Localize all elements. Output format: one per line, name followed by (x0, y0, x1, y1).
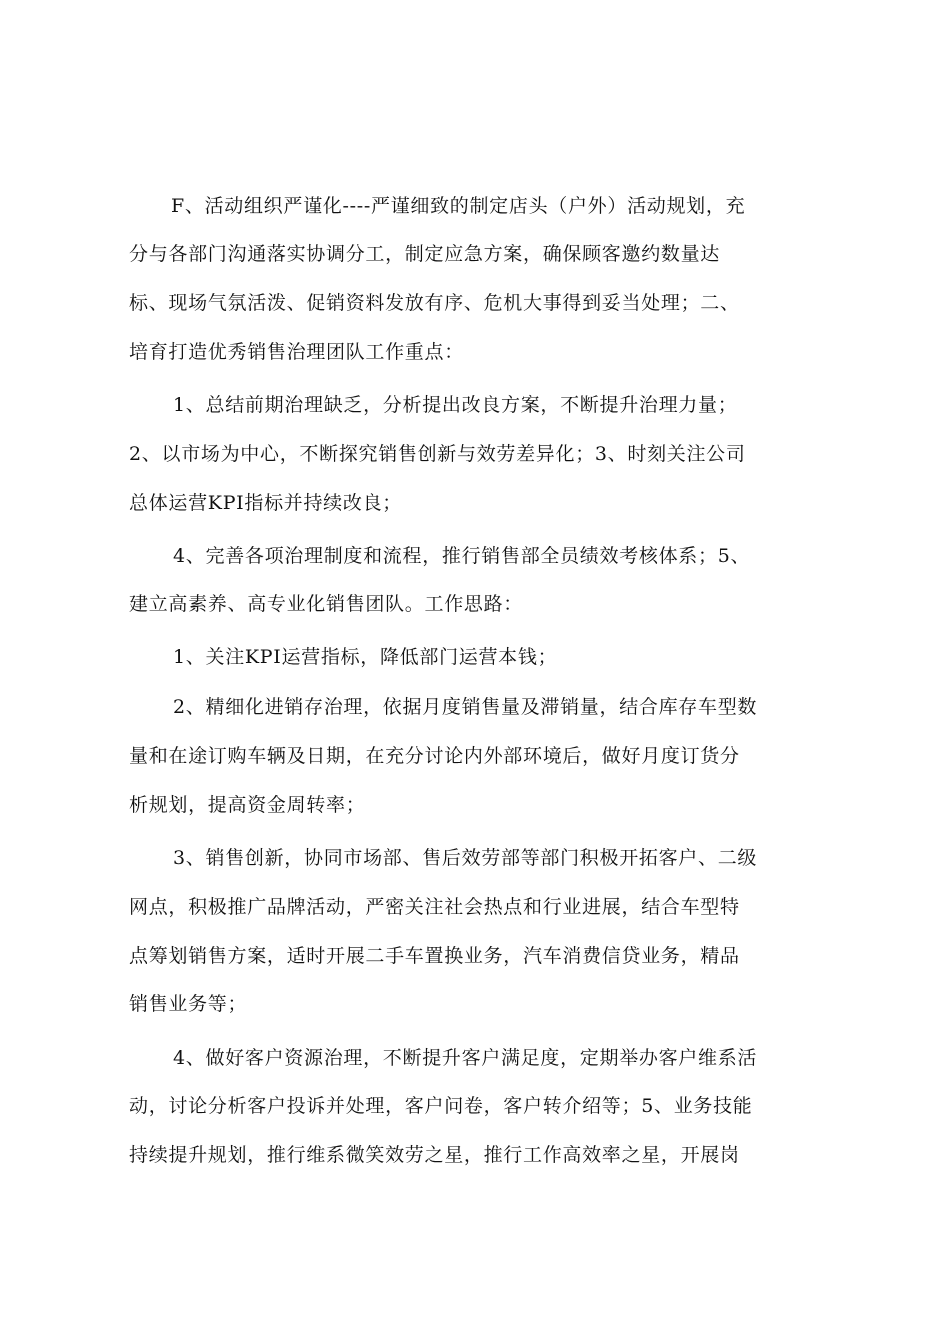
text-line: 标、现场气氛活泼、促销资料发放有序、危机大事得到妥当处理；二、 (129, 292, 740, 314)
text-line: 持续提升规划，推行维系微笑效劳之星，推行工作高效率之星，开展岗 (129, 1144, 740, 1166)
text-line: 总体运营KPI指标并持续改良； (129, 492, 402, 514)
text-line: 2、精细化进销存治理，依据月度销售量及滞销量，结合库存车型数 (173, 696, 758, 718)
text-line: 3、销售创新，协同市场部、售后效劳部等部门积极开拓客户、二级 (173, 847, 758, 869)
text-line: 建立高素养、高专业化销售团队。工作思路： (129, 593, 524, 615)
text-line: 销售业务等； (129, 993, 248, 1015)
text-line: 4、完善各项治理制度和流程，推行销售部全员绩效考核体系；5、 (173, 545, 751, 567)
text-line: 动，讨论分析客户投诉并处理，客户问卷，客户转介绍等；5、业务技能 (129, 1095, 753, 1117)
text-line: 量和在途订购车辆及日期，在充分讨论内外部环境后，做好月度订货分 (129, 745, 740, 767)
text-line: 1、总结前期治理缺乏，分析提出改良方案，不断提升治理力量； (173, 394, 738, 416)
text-line: 分与各部门沟通落实协调分工，制定应急方案，确保顾客邀约数量达 (129, 243, 721, 265)
text-line: 点筹划销售方案，适时开展二手车置换业务，汽车消费信贷业务，精品 (129, 945, 740, 967)
text-line: 2、以市场为中心，不断探究销售创新与效劳差异化；3、时刻关注公司 (129, 443, 746, 465)
text-line: 网点，积极推广品牌活动，严密关注社会热点和行业进展，结合车型特 (129, 896, 740, 918)
text-line: 1、关注KPI运营指标，降低部门运营本钱； (173, 646, 558, 668)
text-line: 4、做好客户资源治理，不断提升客户满足度，定期举办客户维系活 (173, 1047, 758, 1069)
text-line: 析规划，提高资金周转率； (129, 794, 366, 816)
text-line: 培育打造优秀销售治理团队工作重点： (129, 341, 464, 363)
text-line: F、活动组织严谨化----严谨细致的制定店头（户外）活动规划，充 (171, 195, 746, 217)
